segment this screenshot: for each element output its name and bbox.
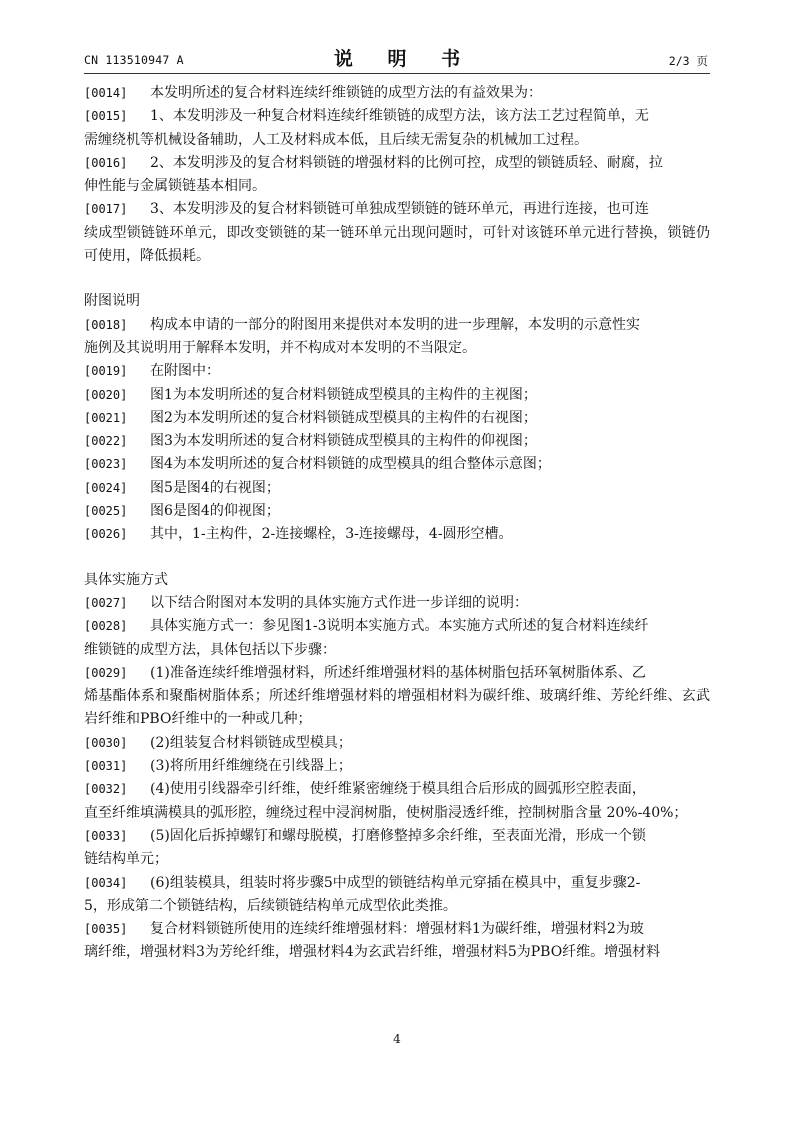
paragraph — [84, 152, 710, 199]
paragraph — [84, 662, 710, 732]
paragraph-text-continuation: 直至纤维填满模具的弧形腔，缠绕过程中浸润树脂，使树脂浸透纤维，控制树脂含量 20%-40%； — [84, 804, 688, 821]
paragraph-text-first-line: 3、本发明涉及的复合材料锁链可单独成型锁链的链环单元，再进行连接，也可连 — [150, 201, 649, 218]
paragraph-text-continuation: 需缠绕机等机械设备辅助，人工及材料成本低，且后续无需复杂的机械加工过程。 — [84, 131, 588, 148]
paragraph-text-first-line: 图2为本发明所述的复合材料锁链成型模具的主构件的右视图； — [150, 409, 537, 426]
paragraph-number: [0018] — [84, 317, 128, 332]
paragraph-number: [0030] — [84, 735, 128, 750]
paragraph-text-first-line: (3)将所用纤维缠绕在引线器上； — [150, 758, 352, 775]
paragraph — [84, 918, 710, 965]
section-heading: 具体实施方式 — [84, 571, 168, 588]
paragraph-text-first-line: (5)固化后拆掉螺钉和螺母脱模，打磨修整掉多余纤维，至表面光滑，形成一个锁 — [150, 827, 646, 844]
paragraph-text-first-line: (1)准备连续纤维增强材料，所述纤维增强材料的基体树脂包括环氧树脂体系、乙 — [150, 664, 646, 681]
paragraph-text-first-line: (2)组装复合材料锁链成型模具； — [150, 734, 352, 751]
paragraph-number: [0027] — [84, 595, 128, 610]
paragraph-text-first-line: 本发明所述的复合材料连续纤维锁链的成型方法的有益效果为： — [150, 85, 542, 101]
paragraph — [84, 430, 710, 453]
paragraph-text-first-line: (4)使用引线器牵引纤维，使纤维紧密缠绕于模具组合后形成的圆弧形空腔表面， — [150, 781, 646, 798]
paragraph-number: [0023] — [84, 457, 128, 472]
paragraph — [84, 453, 710, 476]
paragraph-number: [0022] — [84, 434, 128, 449]
paragraph — [84, 615, 710, 662]
paragraph-text-first-line: 其中，1-主构件，2-连接螺栓，3-连接螺母，4-圆形空槽。 — [150, 526, 513, 543]
page-title: 说 明 书 — [333, 48, 475, 70]
paragraph — [84, 732, 710, 755]
paragraph-number: [0033] — [84, 828, 128, 843]
paragraph-text-continuation: 璃纤维，增强材料3为芳纶纤维，增强材料4为玄武岩纤维，增强材料5为PBO纤维。增强材料 — [84, 944, 661, 961]
paragraph — [84, 592, 710, 615]
paragraph — [84, 477, 710, 500]
paragraph-text-first-line: 2、本发明涉及的复合材料锁链的增强材料的比例可控，成型的锁链质轻、耐腐，拉 — [150, 154, 663, 171]
paragraph-text-first-line: 图1为本发明所述的复合材料锁链成型模具的主构件的主视图； — [150, 386, 537, 403]
paragraph-text-first-line: 图4为本发明所述的复合材料锁链的成型模具的组合整体示意图； — [150, 456, 551, 473]
paragraph — [84, 314, 710, 361]
paragraph — [84, 407, 710, 430]
paragraph-text-first-line: 具体实施方式一：参见图1-3说明本实施方式。本实施方式所述的复合材料连续纤 — [150, 618, 649, 635]
paragraph-text-continuation: 烯基酯体系和聚酯树脂体系；所述纤维增强材料的增强相材料为碳纤维、玻璃纤维、芳纶纤维、玄武岩纤维和PBO纤维中的一种或几种； — [84, 688, 710, 728]
paragraph — [84, 360, 710, 383]
header-divider — [84, 73, 710, 74]
patent-number: CN 113510947 A — [84, 53, 184, 67]
paragraph-number: [0015] — [84, 109, 128, 124]
paragraph — [84, 778, 710, 825]
paragraph — [84, 198, 710, 268]
paragraph — [84, 825, 710, 872]
paragraph-number: [0024] — [84, 480, 128, 495]
paragraph-text-first-line: 图5是图4的右视图； — [150, 479, 280, 496]
paragraph-number: [0032] — [84, 782, 128, 797]
paragraph-text-first-line: 在附图中： — [150, 363, 220, 380]
section-heading: 附图说明 — [84, 293, 140, 310]
paragraph-text-first-line: 图6是图4的仰视图； — [150, 503, 280, 520]
paragraph-number: [0028] — [84, 619, 128, 634]
paragraph-text-continuation: 伸性能与金属锁链基本相同。 — [84, 178, 266, 195]
page-indicator: 2/3 页 — [668, 54, 708, 68]
paragraph-number: [0019] — [84, 364, 128, 379]
paragraph-number: [0017] — [84, 202, 128, 217]
paragraph-text-first-line: (6)组装模具，组装时将步骤5中成型的锁链结构单元穿插在模具中，重复步骤2- — [150, 874, 641, 891]
paragraph-text-continuation: 续成型锁链链环单元，即改变锁链的某一链环单元出现问题时，可针对该链环单元进行替换，锁链仍可使用，降低损耗。 — [84, 224, 710, 265]
paragraph-number: [0034] — [84, 875, 128, 890]
document-body — [84, 82, 710, 965]
paragraph-number: [0035] — [84, 922, 128, 937]
paragraph-number: [0020] — [84, 387, 128, 402]
paragraph-text-first-line: 图3为本发明所述的复合材料锁链成型模具的主构件的仰视图； — [150, 433, 537, 450]
paragraph — [84, 500, 710, 523]
paragraph-text-first-line: 构成本申请的一部分的附图用来提供对本发明的进一步理解，本发明的示意性实 — [150, 316, 640, 333]
paragraph-text-continuation: 链结构单元； — [84, 851, 168, 868]
paragraph — [84, 82, 710, 105]
paragraph — [84, 755, 710, 778]
paragraph — [84, 384, 710, 407]
paragraph-number: [0021] — [84, 410, 128, 425]
paragraph-number: [0016] — [84, 155, 128, 170]
paragraph-text-continuation: 施例及其说明用于解释本发明，并不构成对本发明的不当限定。 — [84, 339, 476, 356]
paragraph-text-first-line: 以下结合附图对本发明的具体实施方式作进一步详细的说明： — [150, 594, 528, 611]
paragraph-number: [0029] — [84, 665, 128, 680]
paragraph-number: [0014] — [84, 86, 128, 100]
paragraph — [84, 523, 710, 546]
paragraph — [84, 872, 710, 919]
paragraph-number: [0025] — [84, 504, 128, 519]
paragraph-text-first-line: 复合材料锁链所使用的连续纤维增强材料：增强材料1为碳纤维，增强材料2为玻 — [150, 921, 644, 938]
paragraph — [84, 105, 710, 152]
paragraph-text-first-line: 1、本发明涉及一种复合材料连续纤维锁链的成型方法，该方法工艺过程简单，无 — [150, 108, 649, 125]
paragraph-text-continuation: 5，形成第二个锁链结构，后续锁链结构单元成型依此类推。 — [84, 897, 457, 914]
paragraph-number: [0031] — [84, 759, 128, 774]
page-number: 4 — [393, 1032, 401, 1046]
paragraph-text-continuation: 维锁链的成型方法，具体包括以下步骤： — [84, 641, 336, 658]
paragraph-number: [0026] — [84, 527, 128, 542]
